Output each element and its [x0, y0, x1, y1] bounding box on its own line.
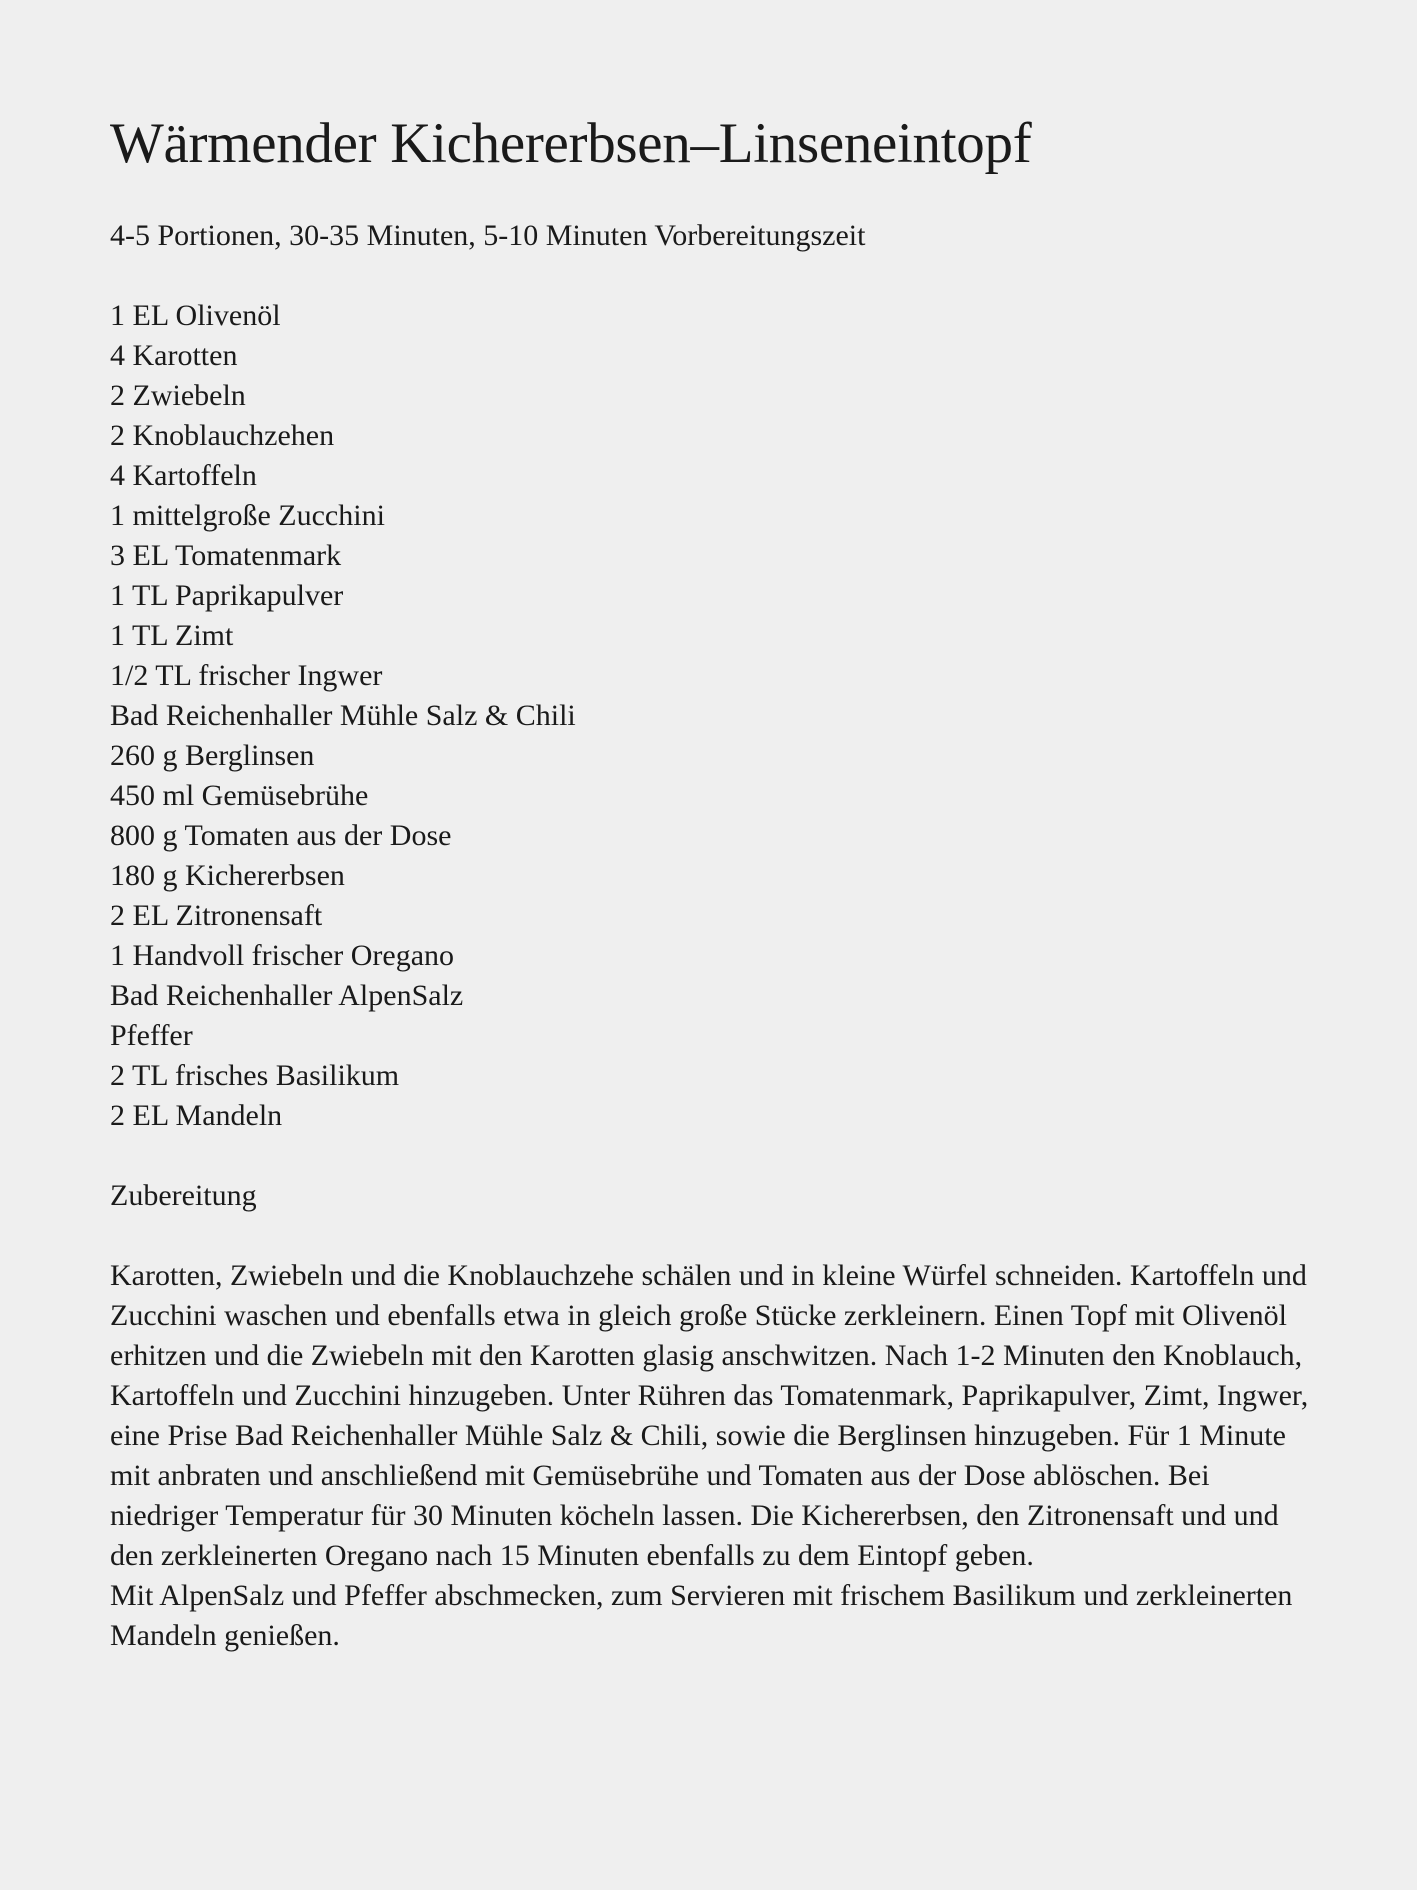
ingredient-list: [110, 296, 1320, 1136]
ingredient-item: 4 Kartoffeln: [110, 459, 257, 492]
ingredient-item: Bad Reichenhaller AlpenSalz: [110, 979, 464, 1012]
ingredient-item: 450 ml Gemüsebrühe: [110, 779, 369, 812]
recipe-meta: 4-5 Portionen, 30-35 Minuten, 5-10 Minuten Vorbereitungszeit: [110, 219, 866, 252]
ingredient-item: 1 mittelgroße Zucchini: [110, 499, 385, 532]
ingredient-item: 2 TL frisches Basilikum: [110, 1059, 400, 1092]
ingredient-item: 800 g Tomaten aus der Dose: [110, 819, 452, 852]
recipe-page: [110, 108, 1320, 1656]
ingredient-item: 1/2 TL frischer Ingwer: [110, 659, 383, 692]
ingredient-item: 1 Handvoll frischer Oregano: [110, 939, 455, 972]
ingredient-item: 260 g Berglinsen: [110, 739, 315, 772]
ingredient-item: 3 EL Tomatenmark: [110, 539, 342, 572]
ingredient-item: 1 TL Paprikapulver: [110, 579, 344, 612]
ingredient-item: 2 Knoblauchzehen: [110, 419, 335, 452]
ingredient-item: 2 Zwiebeln: [110, 379, 246, 412]
ingredient-item: Bad Reichenhaller Mühle Salz & Chili: [110, 699, 576, 732]
recipe-title: Wärmender Kichererbsen–Linseneintopf: [110, 112, 1032, 175]
ingredient-item: Pfeffer: [110, 1019, 193, 1052]
ingredient-item: 1 TL Zimt: [110, 619, 234, 652]
ingredient-item: 2 EL Mandeln: [110, 1099, 283, 1132]
ingredient-item: 1 EL Olivenöl: [110, 299, 281, 332]
preparation-paragraph: Karotten, Zwiebeln und die Knoblauchzehe schälen und in kleine Würfel schneiden. Kartoffeln und Zucchini waschen und ebenfalls etwa in gleich große Stücke zerkleinern. Einen Topf mit Olivenöl erhitzen und die Zwiebeln mit den Karotten glasig anschwitzen. Nach 1-2 Minuten den Knoblauch, Kartoffeln und Zucchini hinzugeben. Unter Rühren das Tomatenmark, Paprikapulver, Zimt, Ingwer, eine Prise Bad Reichenhaller Mühle Salz & Chili, sowie die Berglinsen hinzugeben. Für 1 Minute mit anbraten und anschließend mit Gemüsebrühe und Tomaten aus der Dose ablöschen. Bei niedriger Temperatur für 30 Minuten köcheln lassen. Die Kichererbsen, den Zitronensaft und und den zerkleinerten Oregano nach 15 Minuten ebenfalls zu dem Eintopf geben.: [110, 1259, 1309, 1572]
preparation-paragraph: Mit AlpenSalz und Pfeffer abschmecken, zum Servieren mit frischem Basilikum und zerkleinerten Mandeln genießen.: [110, 1579, 1293, 1652]
preparation-text: [110, 1256, 1320, 1656]
ingredient-item: 4 Karotten: [110, 339, 238, 372]
preparation-heading: Zubereitung: [110, 1179, 257, 1212]
ingredient-item: 2 EL Zitronensaft: [110, 899, 323, 932]
ingredient-item: 180 g Kichererbsen: [110, 859, 345, 892]
